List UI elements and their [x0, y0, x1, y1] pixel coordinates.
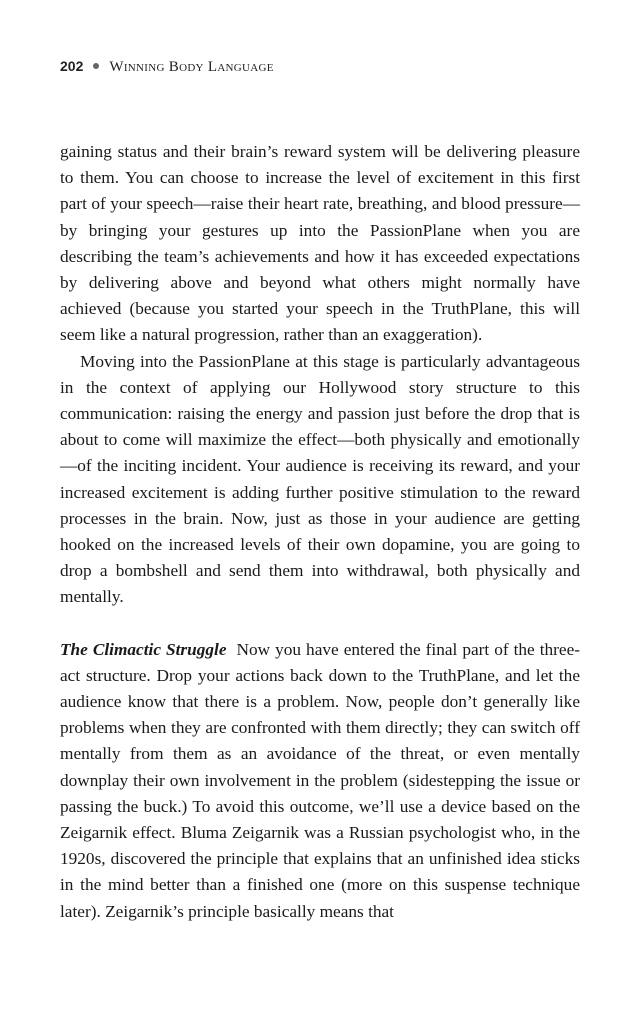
book-title: Winning Body Language — [109, 59, 274, 75]
paragraph-3 — [60, 637, 580, 925]
section-heading: The Climactic Struggle — [60, 639, 227, 659]
bullet-icon — [93, 63, 99, 69]
body-text — [60, 139, 580, 925]
paragraph-1: gaining status and their brain’s reward system will be delivering pleasure to them. You can choose to increase the level of excitement in this first part of your speech—raise their heart rate, breathing, and blood pressure—by bringing your gestures up into the PassionPlane when you are describing the team’s achievements and how it has exceeded expectations by delivering above and beyond what others might normally have achieved (because you started your speech in the TruthPlane, this will seem like a natural progression, rather than an exaggeration). — [60, 142, 580, 345]
running-head — [60, 58, 274, 76]
page-number: 202 — [60, 58, 84, 74]
paragraph-2: Moving into the PassionPlane at this stage is particularly advantageous in the context of applying our Hollywood story structure to this communication: raising the energy and passion just before the drop that is about to come will maximize the effect—both physically and emotionally—of the inciting incident. Your audience is receiving its reward, and your increased excitement is adding further positive stimulation to the reward processes in the brain. Now, just as those in your audience are getting hooked on the increased levels of their own dopamine, you are going to drop a bombshell and send them into withdrawal, both physically and mentally. — [60, 351, 580, 607]
paragraph-3-text: Now you have entered the final part of the three-act structure. Drop your actions back down to the TruthPlane, and let the audience know that there is a problem. Now, people don’t generally like problems when they are confronted with them directly; they can switch off mentally from them as an avoidance of the threat, or even mentally downplay their own involvement in the problem (sidestepping the issue or passing the buck.) To avoid this outcome, we’ll use a device based on the Zeigarnik effect. Bluma Zeigarnik was a Russian psychologist who, in the 1920s, discovered the principle that explains that an unfinished idea sticks in the mind better than a finished one (more on this suspense technique later). Zeigarnik’s principle basically means that — [60, 639, 581, 921]
